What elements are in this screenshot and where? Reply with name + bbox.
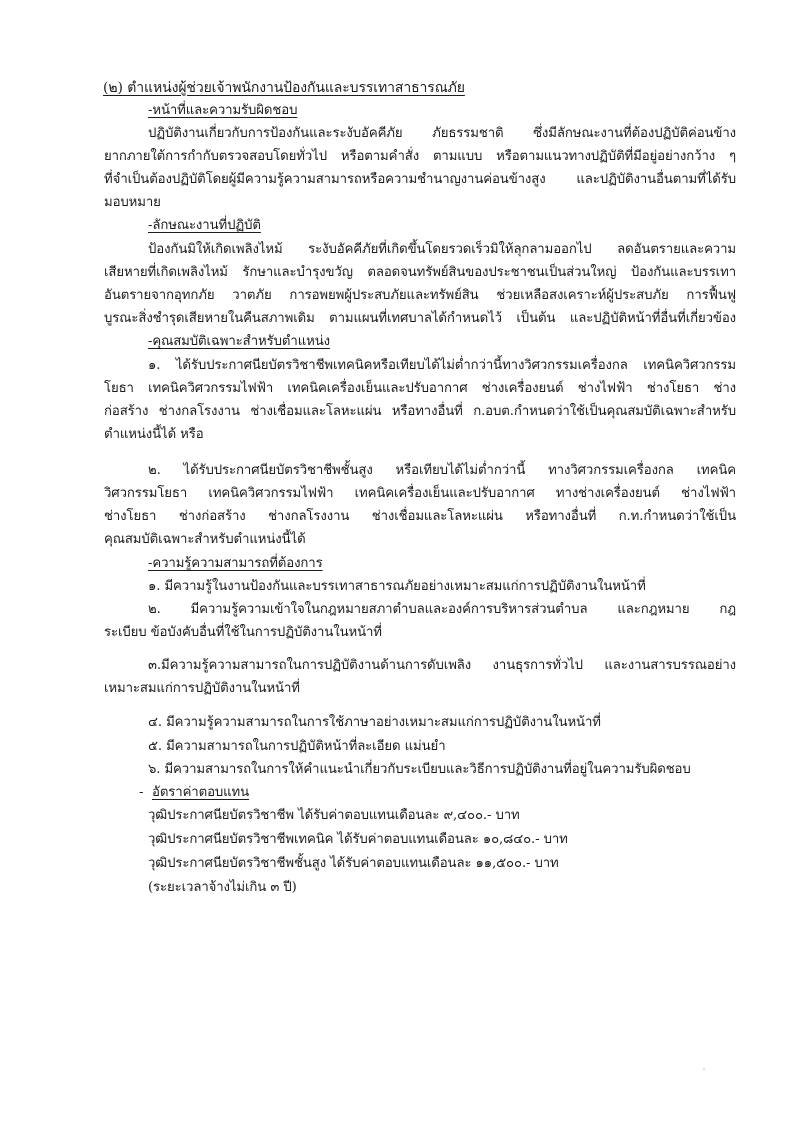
knowledge-item-6: ๖. มีความสามารถในการให้คำแนะนำเกี่ยวกับระเบียบและวิธีการปฏิบัติงานที่อยู่ในความรับผิดชอบ — [148, 762, 691, 777]
qualification-item-1-line: ตำแหน่งนี้ได้ หรือ — [104, 427, 204, 442]
pay-line-higher: วุฒิประกาศนียบัตรวิชาชีพชั้นสูง ได้รับค่าตอบแทนเดือนละ ๑๑,๕๐๐.- บาท — [148, 856, 559, 871]
qualification-item-1-line: โยธา เทคนิควิศวกรรมไฟฟ้า เทคนิคเครื่องเย็นและปรับอากาศ ช่างเครื่องยนต์ ช่างไฟฟ้า ช่างโยธา ช่าง — [104, 381, 736, 396]
qualifications-heading: -คุณสมบัติเฉพาะสำหรับตำแหน่ง — [148, 334, 330, 349]
knowledge-item-5: ๕. มีความสามารถในการปฏิบัติหน้าที่ละเอียด แม่นยำ — [148, 739, 446, 754]
knowledge-item-3-line: ๓.มีความรู้ความสามารถในการปฏิบัติงานด้านการดับเพลิง งานธุรการทั่วไป และงานสารบรรณอย่าง — [148, 658, 736, 673]
qualification-item-2-line: คุณสมบัติเฉพาะสำหรับตำแหน่งนี้ได้ — [104, 532, 306, 547]
duties-line: ยากภายใต้การกำกับตรวจสอบโดยทั่วไป หรือตามคำสั่ง ตามแบบ หรือตามแนวทางปฏิบัติที่มีอยู่อย่างกว้าง ๆ — [104, 149, 736, 164]
knowledge-item-4: ๔. มีความรู้ความสามารถในการใช้ภาษาอย่างเหมาะสมแก่การปฏิบัติงานในหน้าที่ — [148, 715, 601, 730]
knowledge-item-2-line: ระเบียบ ข้อบังคับอื่นที่ใช้ในการปฏิบัติงานในหน้าที่ — [104, 625, 382, 640]
pay-heading: อัตราค่าตอบแทน — [152, 785, 250, 800]
pay-line-vocational: วุฒิประกาศนียบัตรวิชาชีพ ได้รับค่าตอบแทนเดือนละ ๙,๔๐๐.- บาท — [148, 808, 520, 823]
pay-duration-note: (ระยะเวลาจ้างไม่เกิน ๓ ปี) — [148, 880, 297, 895]
nature-line: บูรณะสิ่งชำรุดเสียหายในคืนสภาพเดิม ตามแผนที่เทศบาลได้กำหนดไว้ เป็นต้น และปฏิบัติหน้าที่อื่นที่เกี่ยวข้อง — [104, 311, 736, 326]
qualification-item-2-line: ๒. ได้รับประกาศนียบัตรวิชาชีพชั้นสูง หรือเทียบได้ไม่ต่ำกว่านี้ ทางวิศวกรรมเครื่องกล เทคนิค — [148, 463, 736, 478]
nature-line: ป้องกันมิให้เกิดเพลิงไหม้ ระงับอัคคีภัยที่เกิดขึ้นโดยรวดเร็วมิให้ลุกลามออกไป ลดอันตรายและความ — [148, 242, 736, 257]
qualification-item-1-line: ๑. ได้รับประกาศนียบัตรวิชาชีพเทคนิคหรือเทียบได้ไม่ต่ำกว่านี้ทางวิศวกรรมเครื่องกล เทคนิควิศวกรรม — [148, 358, 736, 373]
knowledge-heading: -ความรู้ความสามารถที่ต้องการ — [148, 556, 323, 571]
duties-line: ที่จำเป็นต้องปฏิบัติโดยผู้มีความรู้ความสามารถหรือความชำนาญงานค่อนข้างสูง และปฏิบัติงานอื่นตามที่ได้รับ — [104, 172, 736, 187]
pay-dash: - — [139, 785, 144, 800]
knowledge-item-2-line: ๒. มีความรู้ความเข้าใจในกฎหมายสภาตำบลและองค์การบริหารส่วนตำบล และกฎหมาย กฎ — [148, 602, 736, 617]
qualification-item-2-line: วิศวกรรมโยธา เทคนิควิศวกรรมไฟฟ้า เทคนิคเครื่องเย็นและปรับอากาศ ทางช่างเครื่องยนต์ ช่างไฟฟ้า — [104, 486, 736, 501]
qualification-item-1-line: ก่อสร้าง ช่างกลโรงงาน ช่างเชื่อมและโลหะแผ่น หรือทางอื่นที่ ก.อบต.กำหนดว่าใช้เป็นคุณสมบัติเฉพาะสำหรับ — [104, 404, 736, 419]
knowledge-item-3-line: เหมาะสมแก่การปฏิบัติงานในหน้าที่ — [104, 681, 300, 696]
pay-line-technical: วุฒิประกาศนียบัตรวิชาชีพเทคนิค ได้รับค่าตอบแทนเดือนละ ๑๐,๘๔๐.- บาท — [148, 832, 568, 847]
nature-heading: -ลักษณะงานที่ปฏิบัติ — [148, 218, 261, 233]
nature-line: อันตรายจากอุทกภัย วาตภัย การอพยพผู้ประสบภัยและทรัพย์สิน ช่วยเหลือสงเคราะห์ผู้ประสบภัย การฟื้นฟู — [104, 288, 736, 303]
duties-heading: -หน้าที่และความรับผิดชอบ — [148, 103, 298, 118]
nature-line: เสียหายที่เกิดเพลิงไหม้ รักษาและบำรุงขวัญ ตลอดจนทรัพย์สินของประชาชนเป็นส่วนใหญ่ ป้องกันและบรรเทา — [104, 265, 736, 280]
qualification-item-2-line: ช่างโยธา ช่างก่อสร้าง ช่างกลโรงงาน ช่างเชื่อมและโลหะแผ่น หรือทางอื่นที่ ก.ท.กำหนดว่าใช้เป็น — [104, 509, 736, 524]
section-title: (๒) ตำแหน่งผู้ช่วยเจ้าพนักงานป้องกันและบรรเทาสาธารณภัย — [103, 80, 465, 96]
duties-line: ปฏิบัติงานเกี่ยวกับการป้องกันและระงับอัคคีภัย ภัยธรรมชาติ ซึ่งมีลักษณะงานที่ต้องปฏิบัติค่อนข้าง — [148, 126, 736, 141]
duties-line: มอบหมาย — [104, 195, 161, 210]
knowledge-item-1: ๑. มีความรู้ในงานป้องกันและบรรเทาสาธารณภัยอย่างเหมาะสมแก่การปฏิบัติงานในหน้าที่ — [148, 579, 646, 594]
scan-speck — [703, 1068, 705, 1070]
